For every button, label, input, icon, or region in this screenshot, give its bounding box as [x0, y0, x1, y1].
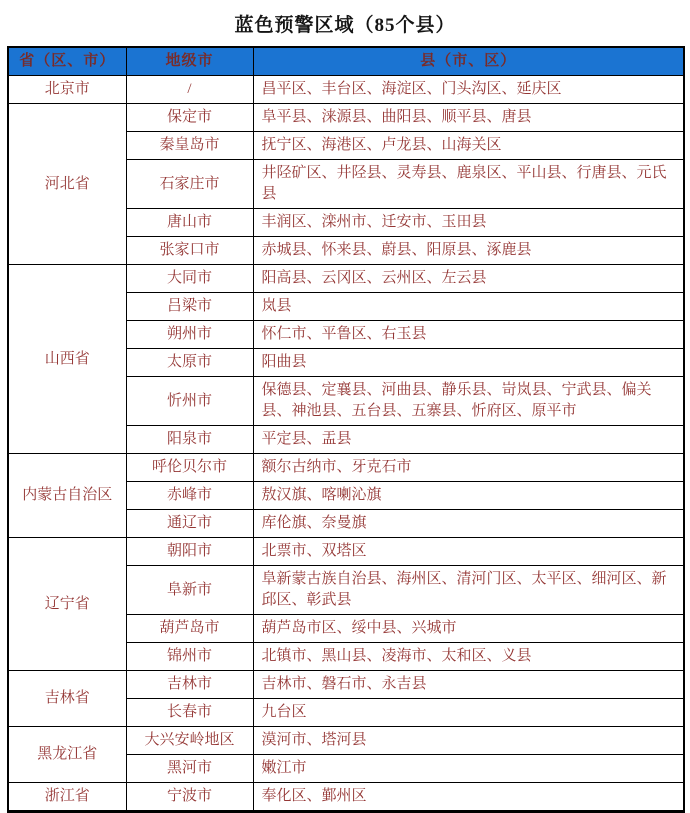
- header-row: [8, 47, 684, 76]
- counties-cell: 阜平县、涞源县、曲阳县、顺平县、唐县: [253, 104, 684, 132]
- province-cell: 浙江省: [8, 783, 126, 812]
- table-header: [8, 47, 684, 76]
- counties-cell: 北票市、双塔区: [253, 538, 684, 566]
- table-row: [8, 783, 684, 812]
- counties-cell: 嫩江市: [253, 755, 684, 783]
- counties-cell: 昌平区、丰台区、海淀区、门头沟区、延庆区: [253, 76, 684, 104]
- city-cell: 黑河市: [126, 755, 253, 783]
- counties-cell: 库伦旗、奈曼旗: [253, 510, 684, 538]
- city-cell: 唐山市: [126, 209, 253, 237]
- counties-cell: 平定县、盂县: [253, 426, 684, 454]
- page-title: 蓝色预警区域（85个县）: [234, 15, 456, 36]
- city-cell: 大兴安岭地区: [126, 727, 253, 755]
- counties-cell: 九台区: [253, 699, 684, 727]
- city-cell: 石家庄市: [126, 160, 253, 209]
- table-row: [8, 104, 684, 132]
- city-cell: 阳泉市: [126, 426, 253, 454]
- city-cell: 赤峰市: [126, 482, 253, 510]
- counties-cell: 怀仁市、平鲁区、右玉县: [253, 321, 684, 349]
- counties-cell: 井陉矿区、井陉县、灵寿县、鹿泉区、平山县、行唐县、元氏县: [253, 160, 684, 209]
- counties-cell: 岚县: [253, 293, 684, 321]
- province-cell: 山西省: [8, 265, 126, 454]
- counties-cell: 漠河市、塔河县: [253, 727, 684, 755]
- blue-warning-table: [7, 46, 685, 813]
- counties-cell: 北镇市、黑山县、凌海市、太和区、义县: [253, 643, 684, 671]
- city-cell: /: [126, 76, 253, 104]
- counties-cell: 抚宁区、海港区、卢龙县、山海关区: [253, 132, 684, 160]
- province-cell: 北京市: [8, 76, 126, 104]
- counties-cell: 阜新蒙古族自治县、海州区、清河门区、太平区、细河区、新邱区、彰武县: [253, 566, 684, 615]
- province-cell: 黑龙江省: [8, 727, 126, 783]
- header-city: 地级市: [126, 47, 253, 76]
- city-cell: 忻州市: [126, 377, 253, 426]
- city-cell: 阜新市: [126, 566, 253, 615]
- province-cell: 内蒙古自治区: [8, 454, 126, 538]
- counties-cell: 保德县、定襄县、河曲县、静乐县、岢岚县、宁武县、偏关县、神池县、五台县、五寨县、忻府区、原平市: [253, 377, 684, 426]
- city-cell: 锦州市: [126, 643, 253, 671]
- counties-cell: 额尔古纳市、牙克石市: [253, 454, 684, 482]
- counties-cell: 吉林市、磐石市、永吉县: [253, 671, 684, 699]
- counties-cell: 赤城县、怀来县、蔚县、阳原县、涿鹿县: [253, 237, 684, 265]
- city-cell: 秦皇岛市: [126, 132, 253, 160]
- table-row: [8, 538, 684, 566]
- city-cell: 吉林市: [126, 671, 253, 699]
- city-cell: 朝阳市: [126, 538, 253, 566]
- city-cell: 张家口市: [126, 237, 253, 265]
- city-cell: 葫芦岛市: [126, 615, 253, 643]
- city-cell: 通辽市: [126, 510, 253, 538]
- table-body: [8, 76, 684, 812]
- city-cell: 吕梁市: [126, 293, 253, 321]
- table-row: [8, 671, 684, 699]
- table-row: [8, 76, 684, 104]
- city-cell: 大同市: [126, 265, 253, 293]
- province-cell: 辽宁省: [8, 538, 126, 671]
- counties-cell: 敖汉旗、喀喇沁旗: [253, 482, 684, 510]
- table-row: [8, 265, 684, 293]
- table-row: [8, 454, 684, 482]
- counties-cell: 奉化区、鄞州区: [253, 783, 684, 812]
- counties-cell: 阳高县、云冈区、云州区、左云县: [253, 265, 684, 293]
- header-province: 省（区、市）: [8, 47, 126, 76]
- city-cell: 长春市: [126, 699, 253, 727]
- city-cell: 太原市: [126, 349, 253, 377]
- province-cell: 吉林省: [8, 671, 126, 727]
- counties-cell: 葫芦岛市区、绥中县、兴城市: [253, 615, 684, 643]
- header-counties: 县（市、区）: [253, 47, 684, 76]
- city-cell: 宁波市: [126, 783, 253, 812]
- counties-cell: 丰润区、滦州市、迁安市、玉田县: [253, 209, 684, 237]
- city-cell: 呼伦贝尔市: [126, 454, 253, 482]
- counties-cell: 阳曲县: [253, 349, 684, 377]
- city-cell: 保定市: [126, 104, 253, 132]
- city-cell: 朔州市: [126, 321, 253, 349]
- table-row: [8, 727, 684, 755]
- province-cell: 河北省: [8, 104, 126, 265]
